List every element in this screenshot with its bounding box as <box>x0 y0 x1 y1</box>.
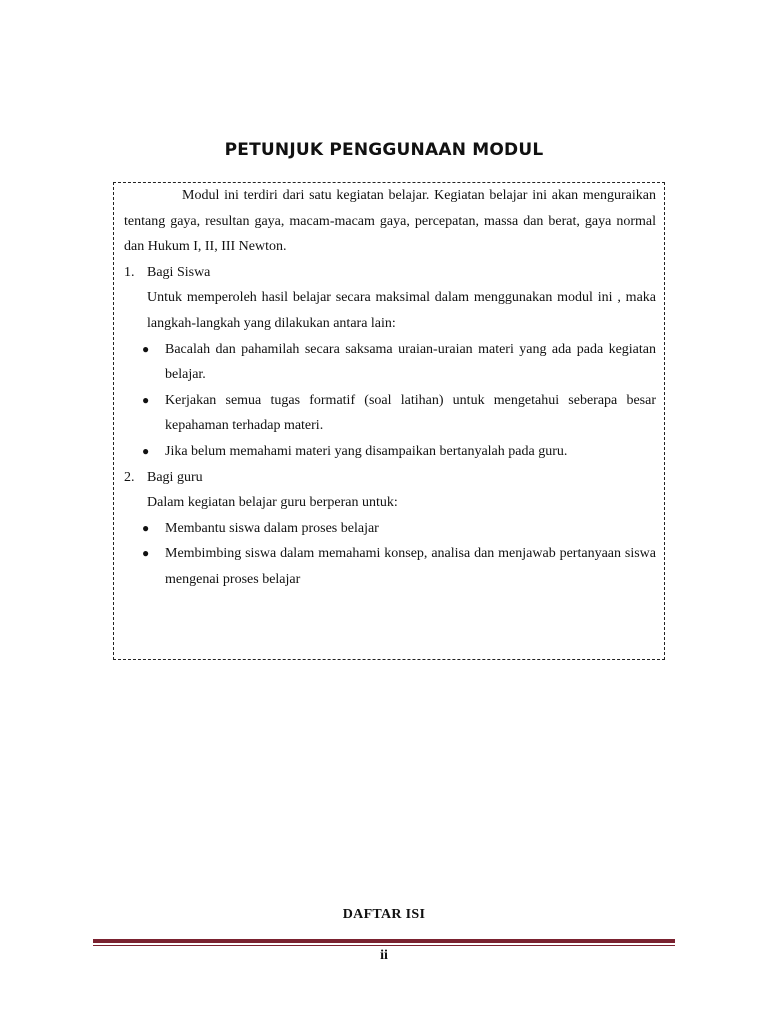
section-number: 2. <box>124 469 135 485</box>
section-siswa-heading <box>124 260 656 286</box>
page-title: PETUNJUK PENGGUNAAN MODUL <box>224 140 544 160</box>
section-guru-heading <box>124 465 656 491</box>
section-guru-lead: Dalam kegiatan belajar guru berperan untuk: <box>147 495 398 511</box>
bullet-icon: ● <box>142 546 150 561</box>
bullet-icon: ● <box>142 392 150 407</box>
intro-paragraph: Modul ini terdiri dari satu kegiatan belajar. Kegiatan belajar ini akan menguraikan tentang gaya, resultan gaya, macam-macam gaya, percepatan, massa dan berat, gaya normal dan Hukum I, II, III Newton. <box>124 188 656 255</box>
instructions-content <box>124 183 656 593</box>
list-item-text: Membimbing siswa dalam memahami konsep, analisa dan menjawab pertanyaan siswa mengenai proses belajar <box>165 546 656 587</box>
bullet-icon: ● <box>142 443 150 458</box>
section-siswa-lead: Untuk memperoleh hasil belajar secara maksimal dalam menggunakan modul ini , maka langkah-langkah yang dilakukan antara lain: <box>147 290 656 331</box>
list-item <box>124 337 656 388</box>
list-item-text: Bacalah dan pahamilah secara saksama uraian-uraian materi yang ada pada kegiatan belajar. <box>165 341 656 383</box>
footer-rule-thin <box>93 945 675 946</box>
section-heading: Bagi Siswa <box>147 264 211 280</box>
footer-title: DAFTAR ISI <box>342 907 426 922</box>
instructions-box <box>113 182 665 660</box>
list-item <box>124 388 656 439</box>
section-heading: Bagi guru <box>147 469 203 485</box>
list-item-text: Kerjakan semua tugas formatif (soal latihan) untuk mengetahui seberapa besar kepahaman terhadap materi. <box>165 392 656 434</box>
list-item <box>124 439 656 465</box>
page-number: ii <box>380 948 388 963</box>
list-item <box>124 541 656 592</box>
footer-rule-thick <box>93 939 675 943</box>
list-item-text: Jika belum memahami materi yang disampaikan bertanyalah pada guru. <box>165 443 568 459</box>
list-item-text: Membantu siswa dalam proses belajar <box>165 520 379 536</box>
list-item <box>124 516 656 542</box>
bullet-icon: ● <box>142 341 150 356</box>
section-number: 1. <box>124 264 135 280</box>
bullet-icon: ● <box>142 520 150 535</box>
